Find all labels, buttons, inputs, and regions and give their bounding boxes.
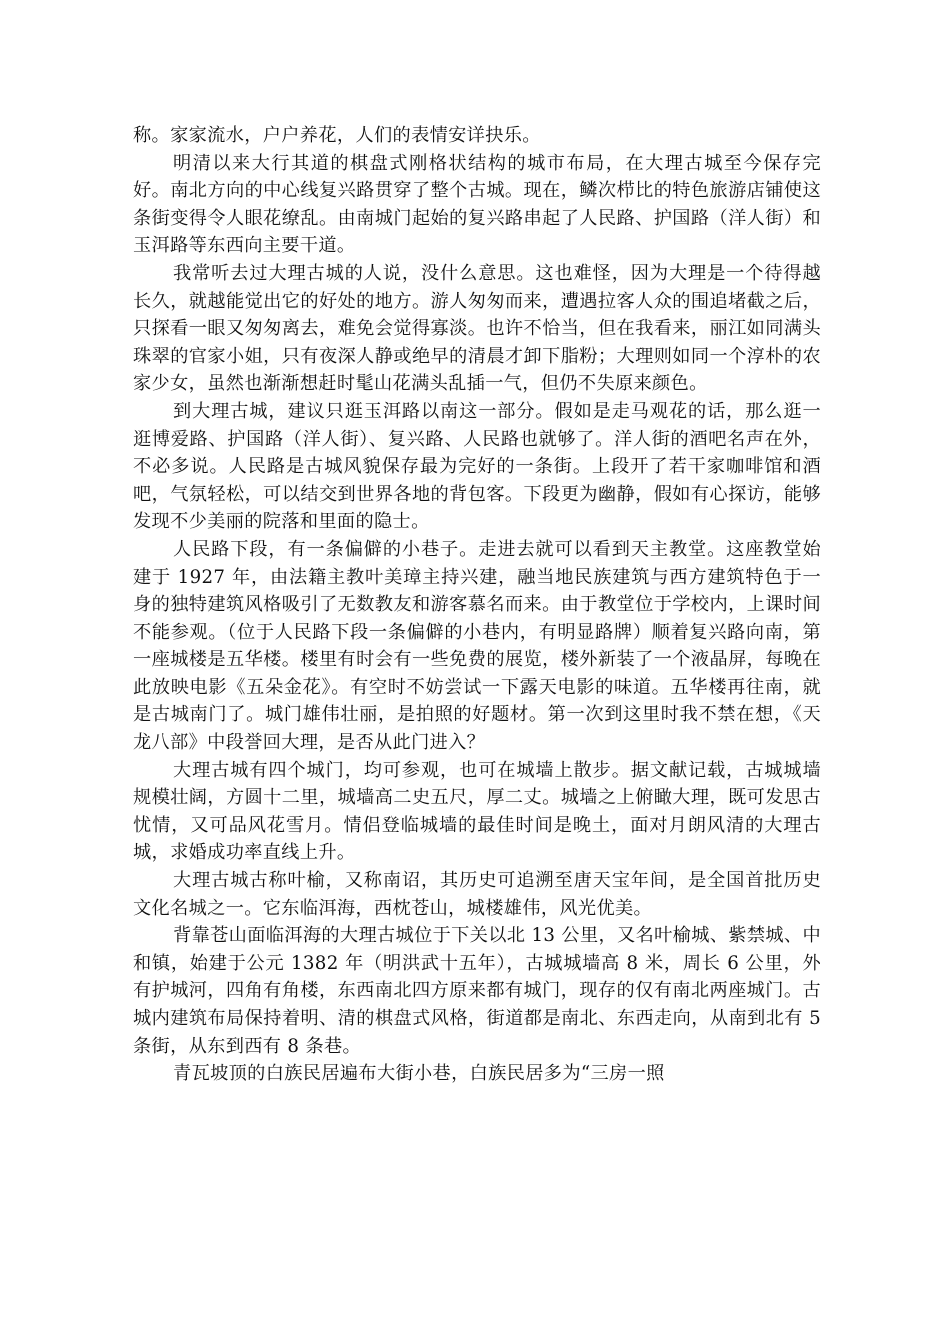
paragraph-5: 人民路下段，有一条偏僻的小巷子。走进去就可以看到天主教堂。这座教堂始建于 1927 年，由法籍主教叶美璋主持兴建，融当地民族建筑与西方建筑特色于一身的独特建筑风格吸引了无数教友和游客慕名而来。由于教堂位于学校内，上课时间不能参观。（位于人民路下段一条偏僻的小巷内，有明显路牌）顺着复兴路向南，第一座城楼是五华楼。楼里有时会有一些免费的展览，楼外新装了一个液晶屏，每晚在此放映电影《五朵金花》。有空时不妨尝试一下露天电影的味道。五华楼再往南，就是古城南门了。城门雄伟壮丽，是拍照的好题材。第一次到这里时我不禁在想，《天龙八部》中段誉回大理，是否从此门进入？ bbox=[133, 538, 821, 754]
paragraph-2: 明清以来大行其道的棋盘式刚格状结构的城市布局，在大理古城至今保存完好。南北方向的中心线复兴路贯穿了整个古城。现在，鳞次栉比的特色旅游店铺使这条街变得令人眼花缭乱。由南城门起始的复兴路串起了人民路、护国路（洋人街）和玉洱路等东西向主要干道。 bbox=[133, 152, 821, 257]
paragraph-3: 我常听去过大理古城的人说，没什么意思。这也难怪，因为大理是一个待得越长久，就越能觉出它的好处的地方。游人匆匆而来，遭遇拉客人众的围追堵截之后，只探看一眼又匆匆离去，难免会觉得寡淡。也许不恰当，但在我看来，丽江如同满头珠翠的官家小姐，只有夜深人静或绝早的清晨才卸下脂粉；大理则如同一个淳朴的农家少女，虽然也渐渐想赶时髦山花满头乱插一气，但仍不失原来颜色。 bbox=[133, 262, 821, 395]
paragraph-4: 到大理古城，建议只逛玉洱路以南这一部分。假如是走马观花的话，那么逛一逛博爱路、护国路（洋人街）、复兴路、人民路也就够了。洋人街的酒吧名声在外，不必多说。人民路是古城风貌保存最为完好的一条街。上段开了若干家咖啡馆和酒吧，气氛轻松，可以结交到世界各地的背包客。下段更为幽静，假如有心探访，能够发现不少美丽的院落和里面的隐士。 bbox=[133, 400, 821, 533]
paragraph-1: 称。家家流水，户户养花，人们的表情安详抉乐。 bbox=[133, 125, 541, 146]
document-body bbox=[133, 122, 821, 1088]
paragraph-9: 青瓦坡顶的白族民居遍布大街小巷，白族民居多为“三房一照 bbox=[173, 1063, 665, 1085]
paragraph-8: 背靠苍山面临洱海的大理古城位于下关以北 13 公里，又名叶榆城、紫禁城、中和镇，始建于公元 1382 年（明洪武十五年），古城城墙高 8 米，周长 6 公里，外有护城河，四角有角楼，东西南北四方原来都有城门，现存的仅有南北两座城门。古城内建筑布局保持着明、清的棋盘式风格，街道都是南北、东西走向，从南到北有 5 条街，从东到西有 8 条巷。 bbox=[133, 925, 821, 1057]
paragraph-7: 大理古城古称叶榆，又称南诏，其历史可追溯至唐天宝年间，是全国首批历史文化名城之一。它东临洱海，西枕苍山，城楼雄伟，风光优美。 bbox=[133, 870, 821, 919]
paragraph-6: 大理古城有四个城门，均可参观，也可在城墙上散步。据文献记载，古城城墙规模壮阔，方圆十二里，城墙高二史五尺，厚二丈。城墙之上俯瞰大理，既可发思古忧情，又可品风花雪月。情侣登临城墙的最佳时间是晚土，面对月朗风清的大理古城，求婚成功率直线上升。 bbox=[133, 759, 821, 864]
